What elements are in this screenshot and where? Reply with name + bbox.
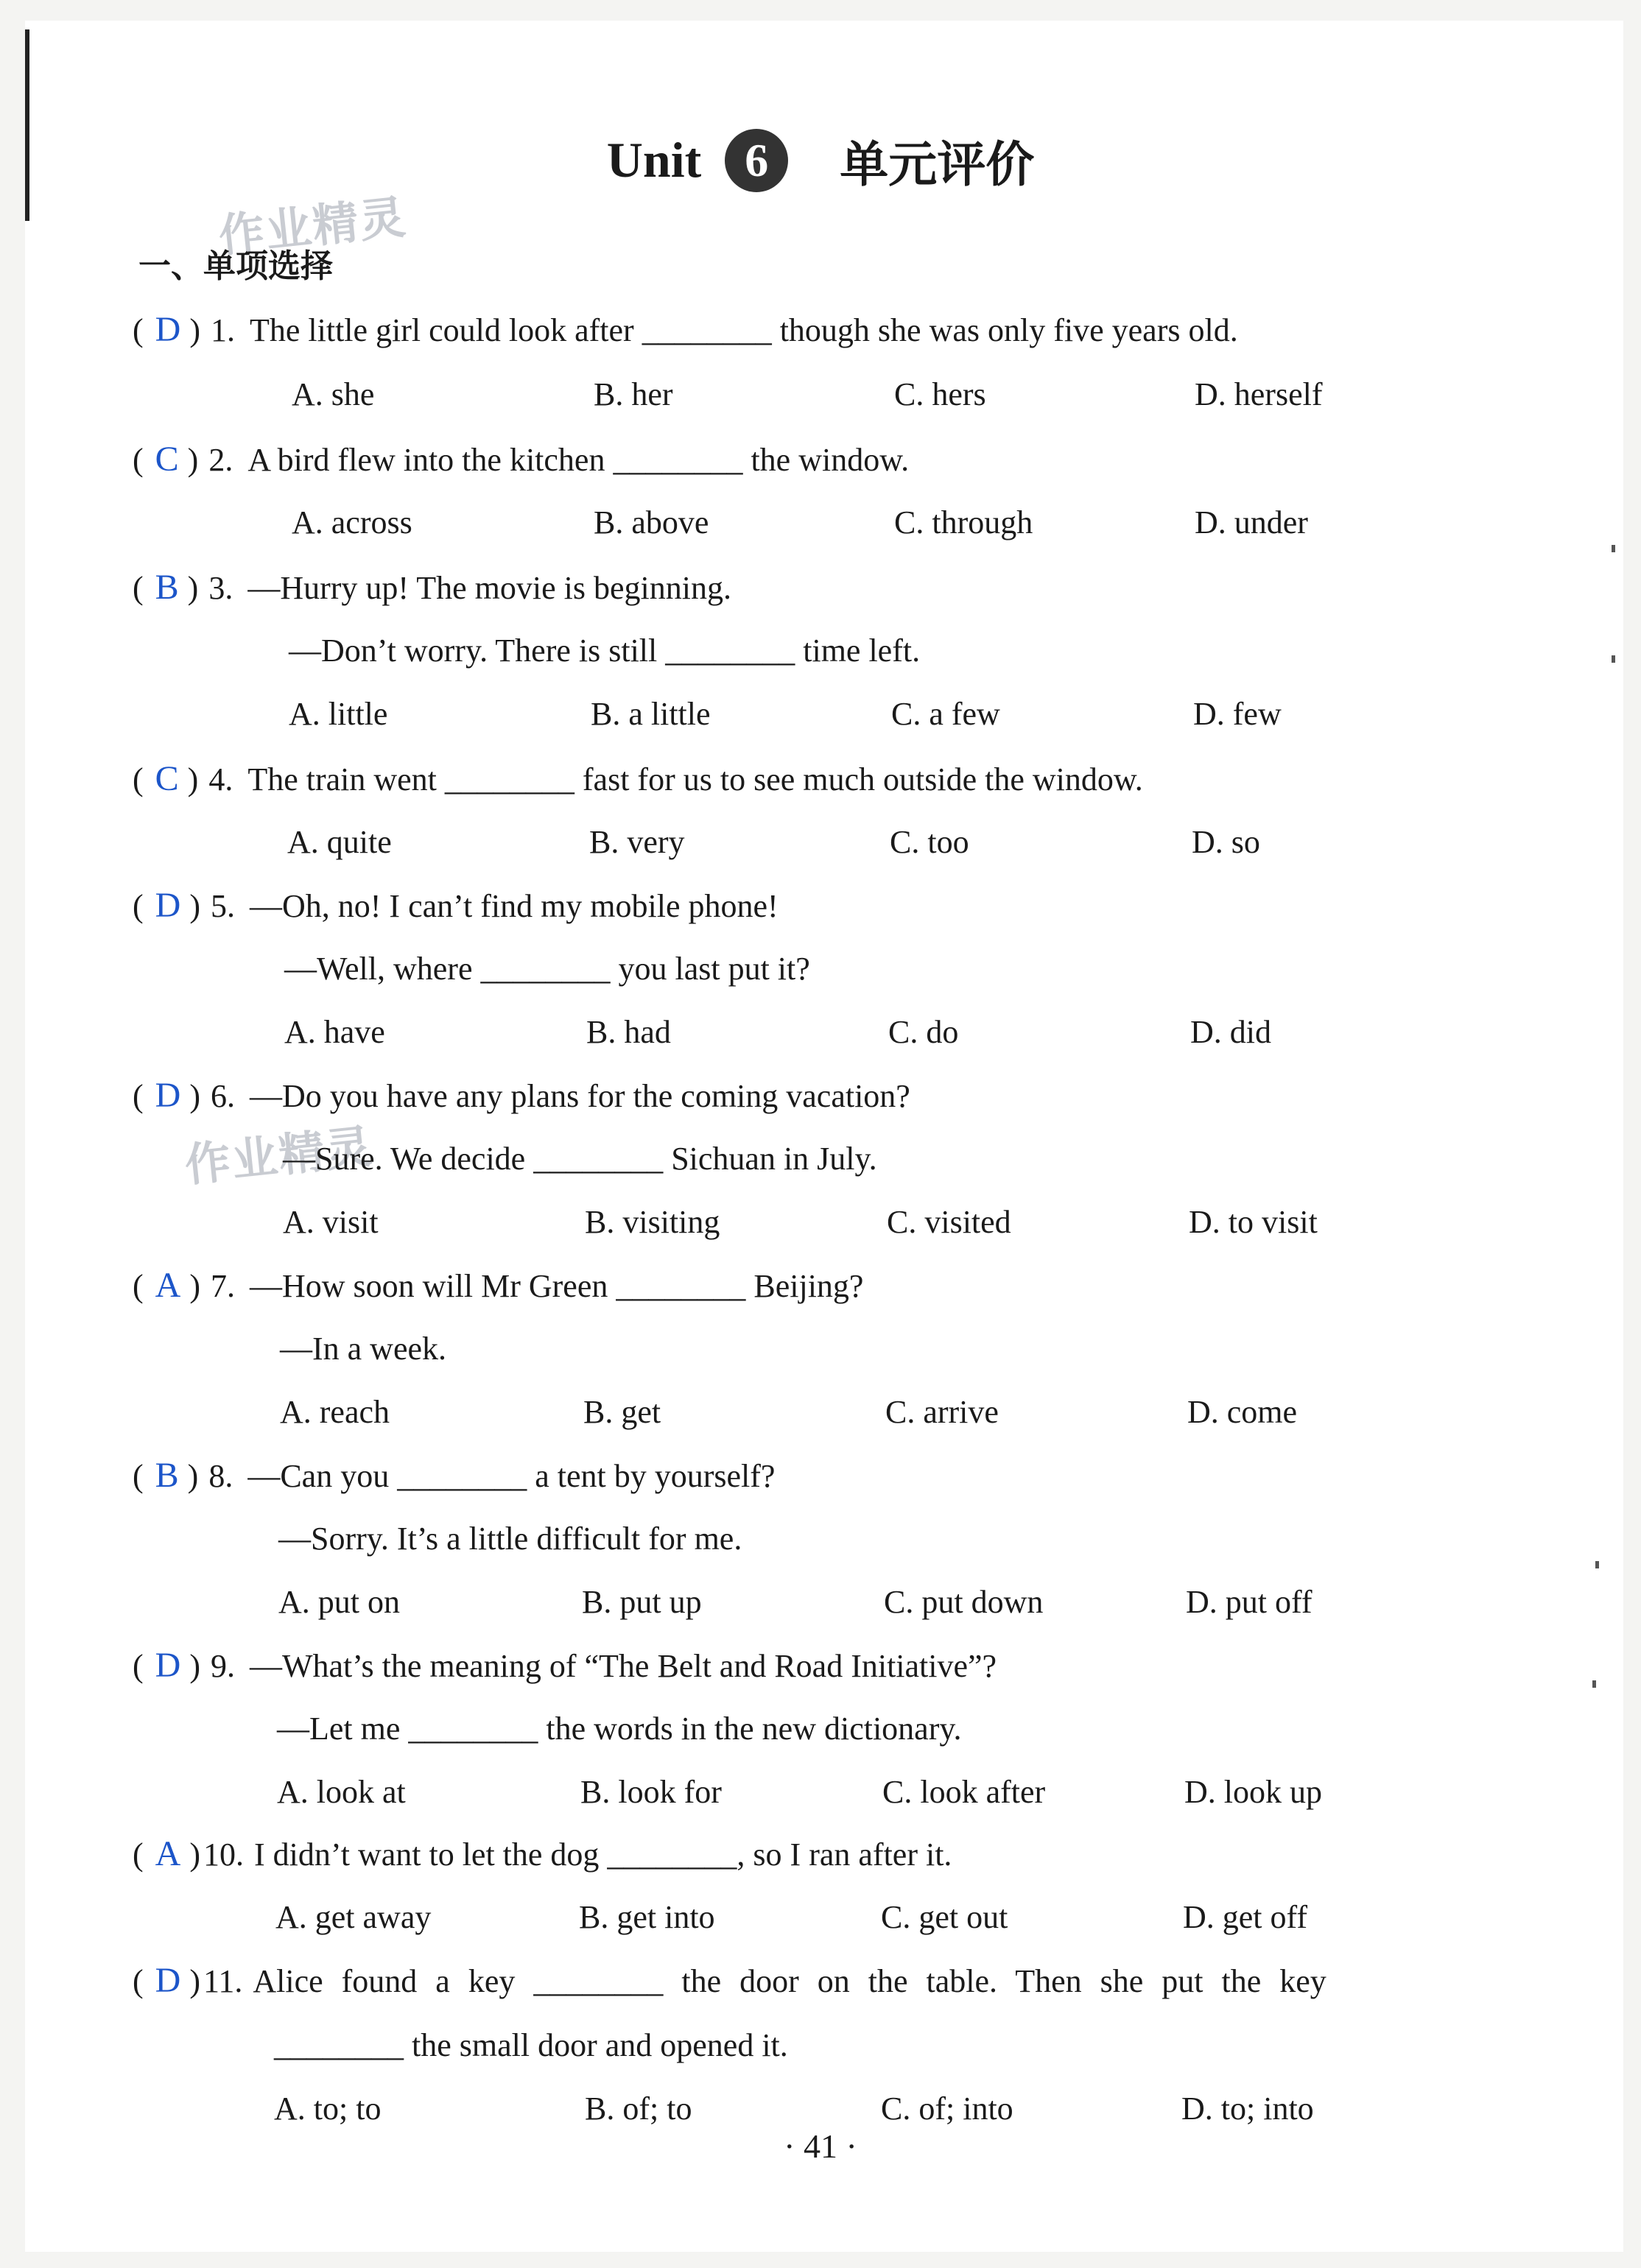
question-text: —What’s the meaning of “The Belt and Road Initiative”?: [249, 1648, 997, 1684]
unit-word: Unit: [606, 132, 702, 188]
option-a: A. across: [292, 504, 412, 540]
answer-letter: A: [155, 1834, 181, 1873]
question-number: 5.: [210, 888, 235, 924]
option-d: D. did: [1190, 1014, 1271, 1050]
question-number: 1.: [210, 312, 235, 348]
question-number: 8.: [208, 1458, 233, 1494]
question-number: 2.: [208, 442, 233, 478]
question-number: 10.: [203, 1836, 244, 1873]
page-number: · 41 ·: [784, 2127, 857, 2165]
answer-letter: D: [155, 1076, 181, 1115]
question-text: The little girl could look after ________ though she was only five years old.: [249, 312, 1238, 348]
option-c: C. do: [888, 1014, 959, 1050]
question-number: 9.: [210, 1648, 235, 1684]
option-b: B. above: [594, 504, 709, 540]
option-c: C. through: [894, 504, 1033, 540]
option-b: B. get into: [579, 1899, 715, 1935]
option-b: B. a little: [591, 696, 711, 732]
scan-mark: [1612, 545, 1615, 552]
option-d: D. put off: [1186, 1584, 1313, 1620]
option-d: D. to visit: [1189, 1204, 1318, 1240]
answer-letter: D: [155, 1646, 181, 1685]
question-text: —Hurry up! The movie is beginning.: [247, 570, 731, 606]
question-text: —Oh, no! I can’t find my mobile phone!: [249, 888, 779, 924]
option-d: D. come: [1187, 1394, 1298, 1430]
option-d: D. get off: [1183, 1899, 1308, 1935]
option-c: C. look after: [882, 1774, 1046, 1810]
question-stem: ( D ) 11. Alice found a key ________ the door on the table. Then she put the key: [133, 1961, 1326, 2000]
scan-mark: [1612, 655, 1615, 663]
option-b: B. very: [589, 824, 685, 860]
answer-letter: D: [155, 1961, 181, 2000]
answer-letter: A: [155, 1266, 181, 1305]
option-b: B. visiting: [585, 1204, 720, 1240]
scan-mark: [1595, 1561, 1599, 1568]
option-a: A. she: [292, 376, 375, 412]
question-stem: ( B ) 8. —Can you ________ a tent by yourself?: [133, 1456, 776, 1495]
option-d: D. look up: [1184, 1774, 1322, 1810]
question-text: —Do you have any plans for the coming vacation?: [249, 1078, 910, 1114]
answer-letter: B: [155, 1456, 179, 1495]
option-a: A. visit: [283, 1204, 379, 1240]
question-number: 3.: [208, 570, 233, 606]
option-c: C. put down: [884, 1584, 1044, 1620]
option-d: D. herself: [1195, 376, 1323, 412]
question-text-line2: —Don’t worry. There is still ________ time left.: [289, 633, 921, 669]
question-text-line2: ________ the small door and opened it.: [274, 2027, 788, 2063]
option-c: C. a few: [891, 696, 1000, 732]
option-c: C. visited: [887, 1204, 1011, 1240]
question-text-line2: —Sorry. It’s a little difficult for me.: [278, 1521, 742, 1557]
question-stem: ( A ) 10. I didn’t want to let the dog ________, so I ran after it.: [133, 1834, 952, 1873]
option-a: A. get away: [275, 1899, 432, 1935]
unit-number-badge: 6: [725, 129, 788, 192]
question-stem: ( C ) 2. A bird flew into the kitchen ________ the window.: [133, 440, 910, 479]
option-b: B. put up: [582, 1584, 702, 1620]
answer-letter: C: [155, 759, 179, 798]
option-c: C. of; into: [881, 2091, 1013, 2127]
question-text: The train went ________ fast for us to see much outside the window.: [247, 761, 1143, 797]
option-b: B. look for: [580, 1774, 722, 1810]
question-text: A bird flew into the kitchen ________ the window.: [247, 442, 910, 478]
question-text: —Can you ________ a tent by yourself?: [247, 1458, 776, 1494]
question-text: Alice found a key ________ the door on the table. Then she put the key: [253, 1963, 1326, 1999]
option-c: C. hers: [894, 376, 986, 412]
watermark: 作业精灵: [182, 1119, 376, 1193]
option-c: C. get out: [881, 1899, 1008, 1935]
option-a: A. little: [289, 696, 388, 732]
option-b: B. get: [583, 1394, 661, 1430]
question-text-line2: —Sure. We decide ________ Sichuan in July.: [283, 1141, 877, 1177]
question-text: I didn’t want to let the dog ________, so I ran after it.: [253, 1836, 952, 1873]
option-c: C. arrive: [885, 1394, 999, 1430]
scan-mark: [1592, 1680, 1596, 1688]
question-stem: ( D ) 5. —Oh, no! I can’t find my mobile phone!: [133, 886, 779, 925]
section-title: 一、单项选择: [138, 247, 333, 285]
question-stem: ( C ) 4. The train went ________ fast for us to see much outside the window.: [133, 759, 1143, 798]
question-stem: ( D ) 1. The little girl could look after ________ though she was only five years old.: [133, 310, 1238, 349]
question-stem: ( A ) 7. —How soon will Mr Green ________ Beijing?: [133, 1266, 864, 1305]
answer-letter: C: [155, 440, 179, 479]
option-c: C. too: [890, 824, 969, 860]
option-d: D. under: [1195, 504, 1308, 540]
option-b: B. had: [586, 1014, 671, 1050]
question-number: 7.: [210, 1268, 235, 1304]
unit-title: 单元评价: [840, 136, 1035, 193]
option-a: A. put on: [278, 1584, 400, 1620]
answer-letter: B: [155, 568, 179, 607]
question-number: 4.: [208, 761, 233, 797]
option-a: A. to; to: [274, 2091, 382, 2127]
option-a: A. quite: [287, 824, 392, 860]
question-text-line2: —Let me ________ the words in the new dictionary.: [277, 1711, 962, 1747]
question-stem: ( B ) 3. —Hurry up! The movie is beginning.: [133, 568, 731, 607]
option-a: A. look at: [277, 1774, 406, 1810]
question-stem: ( D ) 6. —Do you have any plans for the coming vacation?: [133, 1076, 910, 1115]
answer-letter: D: [155, 886, 181, 925]
answer-letter: D: [155, 310, 181, 349]
option-d: D. to; into: [1181, 2091, 1314, 2127]
option-a: A. reach: [280, 1394, 390, 1430]
question-number: 6.: [210, 1078, 235, 1114]
watermark: 作业精灵: [216, 189, 410, 264]
question-number: 11.: [203, 1963, 243, 1999]
unit-header: [0, 125, 1641, 195]
option-d: D. few: [1193, 696, 1282, 732]
option-d: D. so: [1192, 824, 1260, 860]
option-a: A. have: [284, 1014, 385, 1050]
question-stem: ( D ) 9. —What’s the meaning of “The Belt and Road Initiative”?: [133, 1646, 997, 1685]
question-text: —How soon will Mr Green ________ Beijing?: [249, 1268, 864, 1304]
question-text-line2: —In a week.: [280, 1331, 447, 1367]
option-b: B. her: [594, 376, 673, 412]
option-b: B. of; to: [585, 2091, 692, 2127]
question-text-line2: —Well, where ________ you last put it?: [284, 951, 810, 987]
